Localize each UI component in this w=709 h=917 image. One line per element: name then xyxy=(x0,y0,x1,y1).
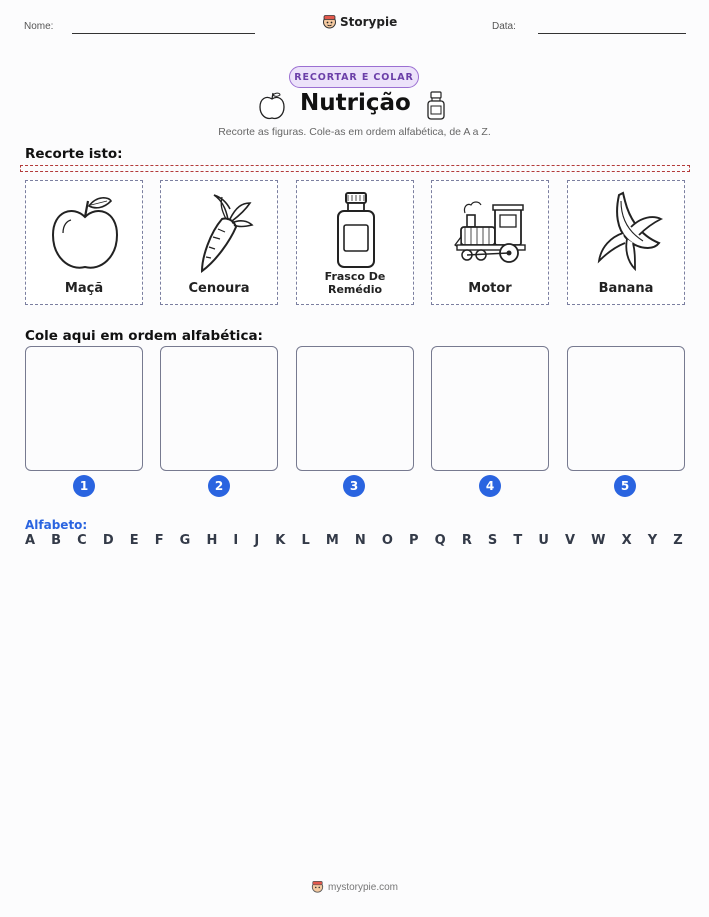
paste-slot-2[interactable] xyxy=(160,346,278,471)
alphabet-letter: F xyxy=(154,533,164,548)
alphabet-letter: V xyxy=(565,533,576,548)
paste-slot-3[interactable] xyxy=(296,346,414,471)
alphabet-letter: B xyxy=(51,533,62,548)
name-label: Nome: xyxy=(24,21,54,32)
alphabet-letter: U xyxy=(538,533,549,548)
alphabet-letter: D xyxy=(102,533,114,548)
banana-icon xyxy=(587,187,667,277)
cut-card-medicine-bottle[interactable] xyxy=(296,180,414,305)
alphabet-label: Alfabeto: xyxy=(25,518,88,532)
date-label: Data: xyxy=(492,21,516,32)
alphabet-letter: Q xyxy=(434,533,446,548)
alphabet-letter: I xyxy=(233,533,239,548)
storypie-mascot-icon xyxy=(311,880,324,894)
cut-card-apple[interactable] xyxy=(25,180,143,305)
slot-number-badge: 3 xyxy=(343,475,365,497)
paste-slot-4[interactable] xyxy=(431,346,549,471)
alphabet-row xyxy=(25,533,683,548)
alphabet-letter: K xyxy=(275,533,286,548)
brand-name: Storypie xyxy=(340,15,398,29)
alphabet-letter: N xyxy=(354,533,366,548)
alphabet-letter: T xyxy=(513,533,523,548)
apple-icon xyxy=(45,187,125,277)
alphabet-letter: R xyxy=(461,533,472,548)
card-label: Cenoura xyxy=(188,281,250,296)
alphabet-letter: L xyxy=(301,533,310,548)
alphabet-letter: O xyxy=(381,533,393,548)
instructions: Recorte as figuras. Cole-as em ordem alfabética, de A a Z. xyxy=(218,126,491,138)
card-label: Motor xyxy=(468,281,512,296)
footer xyxy=(0,880,709,894)
cut-card-banana[interactable] xyxy=(567,180,685,305)
alphabet-letter: S xyxy=(487,533,498,548)
cut-and-paste-badge: RECORTAR E COLAR xyxy=(289,66,419,88)
slot-number-badge: 2 xyxy=(208,475,230,497)
alphabet-letter: J xyxy=(254,533,260,548)
cut-card-train-engine[interactable] xyxy=(431,180,549,305)
paste-slot-1[interactable] xyxy=(25,346,143,471)
apple-icon xyxy=(258,91,286,121)
alphabet-letter: W xyxy=(591,533,606,548)
slot-number-badge: 4 xyxy=(479,475,501,497)
page-title: Nutrição xyxy=(300,90,411,116)
alphabet-letter: H xyxy=(206,533,218,548)
alphabet-letter: A xyxy=(25,533,36,548)
train-engine-icon xyxy=(451,187,531,277)
cut-card-carrot[interactable] xyxy=(160,180,278,305)
alphabet-letter: E xyxy=(129,533,139,548)
alphabet-letter: G xyxy=(179,533,191,548)
paste-slot-5[interactable] xyxy=(567,346,685,471)
name-line[interactable] xyxy=(72,33,255,34)
medicine-bottle-icon xyxy=(426,91,446,121)
date-line[interactable] xyxy=(538,33,686,34)
alphabet-letter: Y xyxy=(647,533,658,548)
carrot-icon xyxy=(180,187,260,277)
alphabet-letter: M xyxy=(325,533,339,548)
storypie-mascot-icon xyxy=(322,14,337,30)
medicine-bottle-icon xyxy=(316,187,396,277)
paste-section-label: Cole aqui em ordem alfabética: xyxy=(25,328,263,344)
card-label: Banana xyxy=(598,281,654,296)
footer-site[interactable]: mystorypie.com xyxy=(327,881,398,893)
alphabet-letter: P xyxy=(409,533,419,548)
card-label: Frasco De Remédio xyxy=(324,270,386,296)
cut-line xyxy=(20,165,690,172)
alphabet-letter: C xyxy=(77,533,87,548)
slot-number-badge: 1 xyxy=(73,475,95,497)
brand-logo xyxy=(322,14,397,30)
slot-number-badge: 5 xyxy=(614,475,636,497)
alphabet-letter: X xyxy=(621,533,632,548)
card-label: Maçã xyxy=(64,281,104,296)
alphabet-letter: Z xyxy=(673,533,683,548)
cut-section-label: Recorte isto: xyxy=(25,146,123,162)
